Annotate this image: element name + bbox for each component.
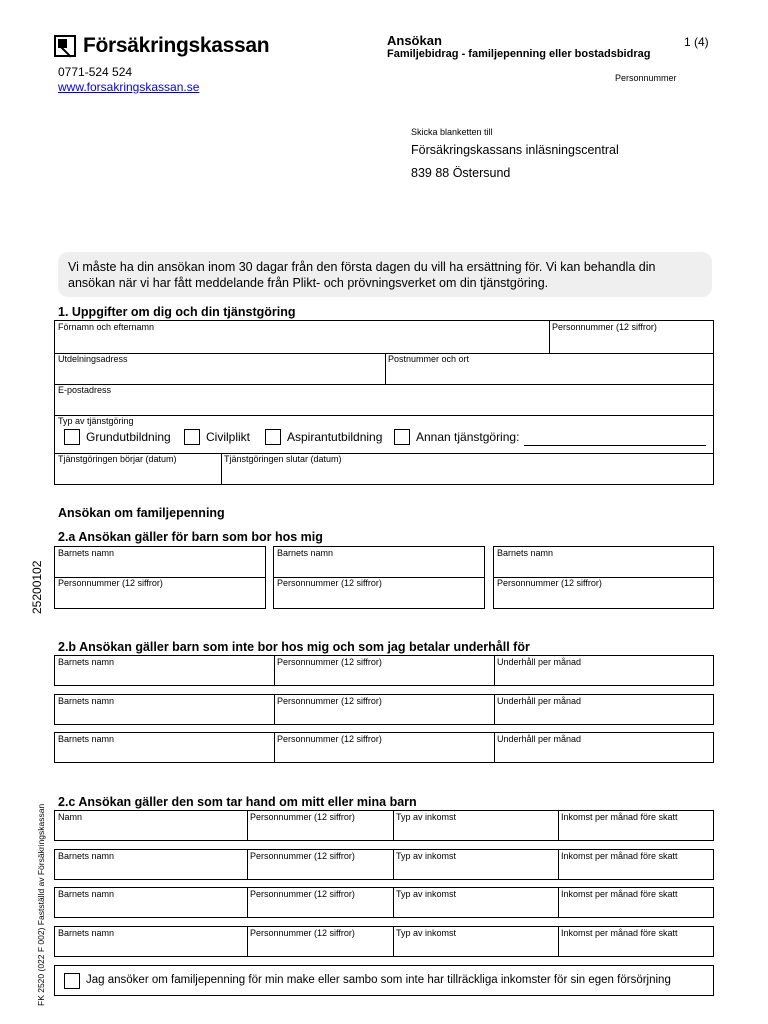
- annan-tjanstgoring-input[interactable]: [524, 445, 706, 446]
- section2a-heading: 2.a Ansökan gäller för barn som bor hos mig: [58, 530, 323, 544]
- document-title: Ansökan: [387, 33, 442, 48]
- service-start-label: Tjänstgöringen börjar (datum): [58, 454, 177, 464]
- section2c-row: [54, 810, 714, 841]
- section2c-income-field[interactable]: [558, 927, 713, 956]
- service-type-label: Typ av tjänstgöring: [58, 416, 134, 426]
- logo: [54, 34, 269, 58]
- section1-heading: 1. Uppgifter om dig och din tjänstgöring: [58, 305, 296, 319]
- service-end-field[interactable]: [221, 453, 714, 485]
- child-name-label: Barnets namn: [58, 734, 115, 744]
- section2c-row: [54, 849, 714, 880]
- section2b-support-field[interactable]: [494, 733, 713, 762]
- postal-field[interactable]: [385, 353, 714, 384]
- email-field[interactable]: [55, 384, 714, 415]
- section2b-pnr-field[interactable]: [274, 656, 494, 685]
- section2c-row: [54, 887, 714, 918]
- section2c-heading: 2.c Ansökan gäller den som tar hand om mitt eller mina barn: [58, 795, 417, 809]
- income-type-label: Typ av inkomst: [396, 928, 457, 938]
- section2c-name-field[interactable]: [55, 811, 247, 840]
- section2a-child-name-field[interactable]: [274, 547, 484, 577]
- section2b-support-field[interactable]: [494, 695, 713, 724]
- footer-form-code: FK 2520 (022 F 002) Fastställd av Försäkringskassan: [36, 803, 46, 1006]
- section2b-pnr-field[interactable]: [274, 695, 494, 724]
- child-name-label: Barnets namn: [58, 657, 115, 667]
- caretaker-pnr-label: Personnummer (12 siffror): [250, 812, 355, 822]
- annan-tjanstgoring-checkbox[interactable]: [394, 429, 410, 445]
- section2c-income-type-field[interactable]: [393, 811, 558, 840]
- section1-box: [54, 320, 714, 485]
- section2b-pnr-field[interactable]: [274, 733, 494, 762]
- service-type-row: [55, 415, 714, 453]
- child-pnr-label: Personnummer (12 siffror): [277, 578, 382, 588]
- child-name-label: Barnets namn: [58, 928, 115, 938]
- child-pnr-label: Personnummer (12 siffror): [277, 696, 382, 706]
- name-field[interactable]: [55, 321, 549, 353]
- child-pnr-label: Personnummer (12 siffror): [277, 657, 382, 667]
- address-field[interactable]: [55, 353, 385, 384]
- section2a-child-pnr-field[interactable]: [55, 577, 265, 608]
- child-name-label: Barnets namn: [497, 548, 554, 558]
- logo-mark-icon: [54, 35, 76, 57]
- section2c-row: [54, 926, 714, 957]
- caretaker-name-label: Namn: [58, 812, 83, 822]
- child-name-label: Barnets namn: [58, 696, 115, 706]
- child-pnr-label: Personnummer (12 siffror): [58, 578, 163, 588]
- child-name-label: Barnets namn: [58, 889, 115, 899]
- section2c-child-name-field[interactable]: [55, 888, 247, 917]
- website-link[interactable]: www.forsakringskassan.se: [58, 80, 200, 94]
- personnummer-field[interactable]: [549, 321, 714, 353]
- section2c-income-type-field[interactable]: [393, 927, 558, 956]
- send-to-address-line1: Försäkringskassans inläsningscentral: [411, 143, 619, 157]
- civilplikt-label: Civilplikt: [206, 430, 251, 444]
- income-label: Inkomst per månad före skatt: [561, 928, 678, 938]
- income-type-label: Typ av inkomst: [396, 812, 457, 822]
- section2a-child-name-field[interactable]: [55, 547, 265, 577]
- section2a-child-box: [54, 546, 266, 609]
- spouse-checkbox[interactable]: [64, 973, 80, 989]
- section2c-income-field[interactable]: [558, 811, 713, 840]
- info-box: Vi måste ha din ansökan inom 30 dagar från den första dagen du vill ha ersättning för. Vi kan behandla din ansökan när vi har fått meddelande från Plikt- och prövningsverket om din tjänstgöring.: [58, 252, 712, 297]
- child-pnr-label: Personnummer (12 siffror): [250, 851, 355, 861]
- logo-text: Försäkringskassan: [83, 34, 270, 57]
- income-type-label: Typ av inkomst: [396, 851, 457, 861]
- child-pnr-label: Personnummer (12 siffror): [250, 889, 355, 899]
- section2c-income-type-field[interactable]: [393, 850, 558, 879]
- section2b-row: [54, 732, 714, 763]
- family-allowance-heading: Ansökan om familjepenning: [58, 506, 225, 520]
- child-name-label: Barnets namn: [58, 548, 115, 558]
- postal-label: Postnummer och ort: [388, 354, 470, 364]
- child-pnr-label: Personnummer (12 siffror): [497, 578, 602, 588]
- email-label: E-postadress: [58, 385, 112, 395]
- send-to-label: Skicka blanketten till: [411, 127, 493, 137]
- civilplikt-checkbox[interactable]: [184, 429, 200, 445]
- grundutbildning-label: Grundutbildning: [86, 430, 171, 444]
- phone-number: 0771-524 524: [58, 65, 133, 79]
- section2a-child-box: [493, 546, 714, 609]
- income-label: Inkomst per månad före skatt: [561, 889, 678, 899]
- section2a-child-pnr-field[interactable]: [274, 577, 484, 608]
- section2b-child-name-field[interactable]: [55, 695, 274, 724]
- section2c-pnr-field[interactable]: [247, 927, 393, 956]
- name-label: Förnamn och efternamn: [58, 322, 155, 332]
- section2b-child-name-field[interactable]: [55, 733, 274, 762]
- aspirantutbildning-checkbox[interactable]: [265, 429, 281, 445]
- service-end-label: Tjänstgöringen slutar (datum): [224, 454, 342, 464]
- support-label: Underhåll per månad: [497, 696, 582, 706]
- section2b-heading: 2.b Ansökan gäller barn som inte bor hos mig och som jag betalar underhåll för: [58, 640, 530, 654]
- child-name-label: Barnets namn: [58, 851, 115, 861]
- income-label: Inkomst per månad före skatt: [561, 812, 678, 822]
- section2c-pnr-field[interactable]: [247, 888, 393, 917]
- income-label: Inkomst per månad före skatt: [561, 851, 678, 861]
- section2b-row: [54, 655, 714, 686]
- form-code: 25200102: [30, 560, 44, 614]
- section2b-child-name-field[interactable]: [55, 656, 274, 685]
- section2c-pnr-field[interactable]: [247, 850, 393, 879]
- section2b-support-field[interactable]: [494, 656, 713, 685]
- document-subtitle: Familjebidrag - familjepenning eller bostadsbidrag: [387, 48, 651, 60]
- address-label: Utdelningsadress: [58, 354, 128, 364]
- grundutbildning-checkbox[interactable]: [64, 429, 80, 445]
- section2c-child-name-field[interactable]: [55, 850, 247, 879]
- annan-tjanstgoring-label: Annan tjänstgöring:: [416, 430, 520, 444]
- section2c-income-field[interactable]: [558, 850, 713, 879]
- support-label: Underhåll per månad: [497, 657, 582, 667]
- section2b-row: [54, 694, 714, 725]
- service-start-field[interactable]: [55, 453, 221, 485]
- send-to-address-line2: 839 88 Östersund: [411, 166, 511, 180]
- section2a-child-box: [273, 546, 485, 609]
- header-personnummer-label: Personnummer: [615, 73, 677, 83]
- section2c-pnr-field[interactable]: [247, 811, 393, 840]
- child-name-label: Barnets namn: [277, 548, 334, 558]
- aspirantutbildning-label: Aspirantutbildning: [287, 430, 383, 444]
- section2c-child-name-field[interactable]: [55, 927, 247, 956]
- spouse-checkbox-label: Jag ansöker om familjepenning för min make eller sambo som inte har tillräckliga inkomster för sin egen försörjning: [86, 974, 671, 986]
- child-pnr-label: Personnummer (12 siffror): [277, 734, 382, 744]
- section2c-income-field[interactable]: [558, 888, 713, 917]
- section2c-income-type-field[interactable]: [393, 888, 558, 917]
- section2a-child-name-field[interactable]: [494, 547, 713, 577]
- spouse-row: [54, 965, 714, 996]
- income-type-label: Typ av inkomst: [396, 889, 457, 899]
- personnummer-label: Personnummer (12 siffror): [552, 322, 657, 332]
- page-number: 1 (4): [684, 35, 709, 49]
- support-label: Underhåll per månad: [497, 734, 582, 744]
- section2a-child-pnr-field[interactable]: [494, 577, 713, 608]
- child-pnr-label: Personnummer (12 siffror): [250, 928, 355, 938]
